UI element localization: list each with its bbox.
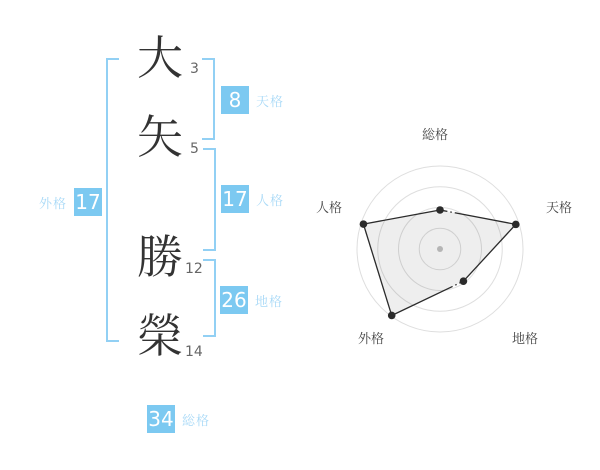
gaikaku-bracket <box>106 58 119 342</box>
radar-data-point <box>388 312 396 320</box>
stroke-count-3: 12 <box>185 261 203 277</box>
tenkaku-label: 天格 <box>256 94 285 110</box>
chikaku-value-badge: 26 <box>221 288 247 312</box>
radar-axis-label: 地格 <box>511 332 539 347</box>
jinkaku-score <box>221 185 284 213</box>
name-char-1: 大 <box>137 31 183 85</box>
tenkaku-bracket <box>202 58 215 140</box>
radar-data-point <box>436 206 444 214</box>
name-char-2: 矢 <box>137 110 183 164</box>
gaikaku-label: 外格 <box>39 196 68 212</box>
radar-axis-label: 総格 <box>421 128 449 143</box>
radar-center-dot <box>437 246 443 252</box>
stroke-count-2: 5 <box>190 141 199 157</box>
radar-axis-label: 天格 <box>545 201 573 216</box>
jinkaku-label: 人格 <box>256 193 285 209</box>
jinkaku-bracket <box>203 148 216 251</box>
soukaku-score <box>147 405 210 433</box>
stroke-count-4: 14 <box>185 344 203 360</box>
name-char-4: 榮 <box>137 309 183 363</box>
radar-data-point <box>512 221 520 229</box>
tenkaku-value-badge: 8 <box>221 86 249 114</box>
chikaku-bracket <box>203 259 216 337</box>
radar-axis-label: 人格 <box>315 201 343 216</box>
gaikaku-score <box>39 188 102 216</box>
soukaku-value-badge: 34 <box>148 407 174 431</box>
jinkaku-value-badge: 17 <box>222 187 248 211</box>
gaikaku-value-badge: 17 <box>75 190 101 214</box>
tenkaku-score <box>221 86 284 114</box>
radar-data-point <box>360 220 368 228</box>
chikaku-label: 地格 <box>255 294 284 310</box>
stroke-count-1: 3 <box>190 61 199 77</box>
chikaku-score <box>220 286 283 314</box>
name-char-3: 勝 <box>137 230 183 284</box>
fortune-radar-chart <box>310 100 595 380</box>
radar-axis-label: 外格 <box>357 332 385 347</box>
radar-data-point <box>460 277 468 285</box>
soukaku-label: 総格 <box>182 413 211 429</box>
